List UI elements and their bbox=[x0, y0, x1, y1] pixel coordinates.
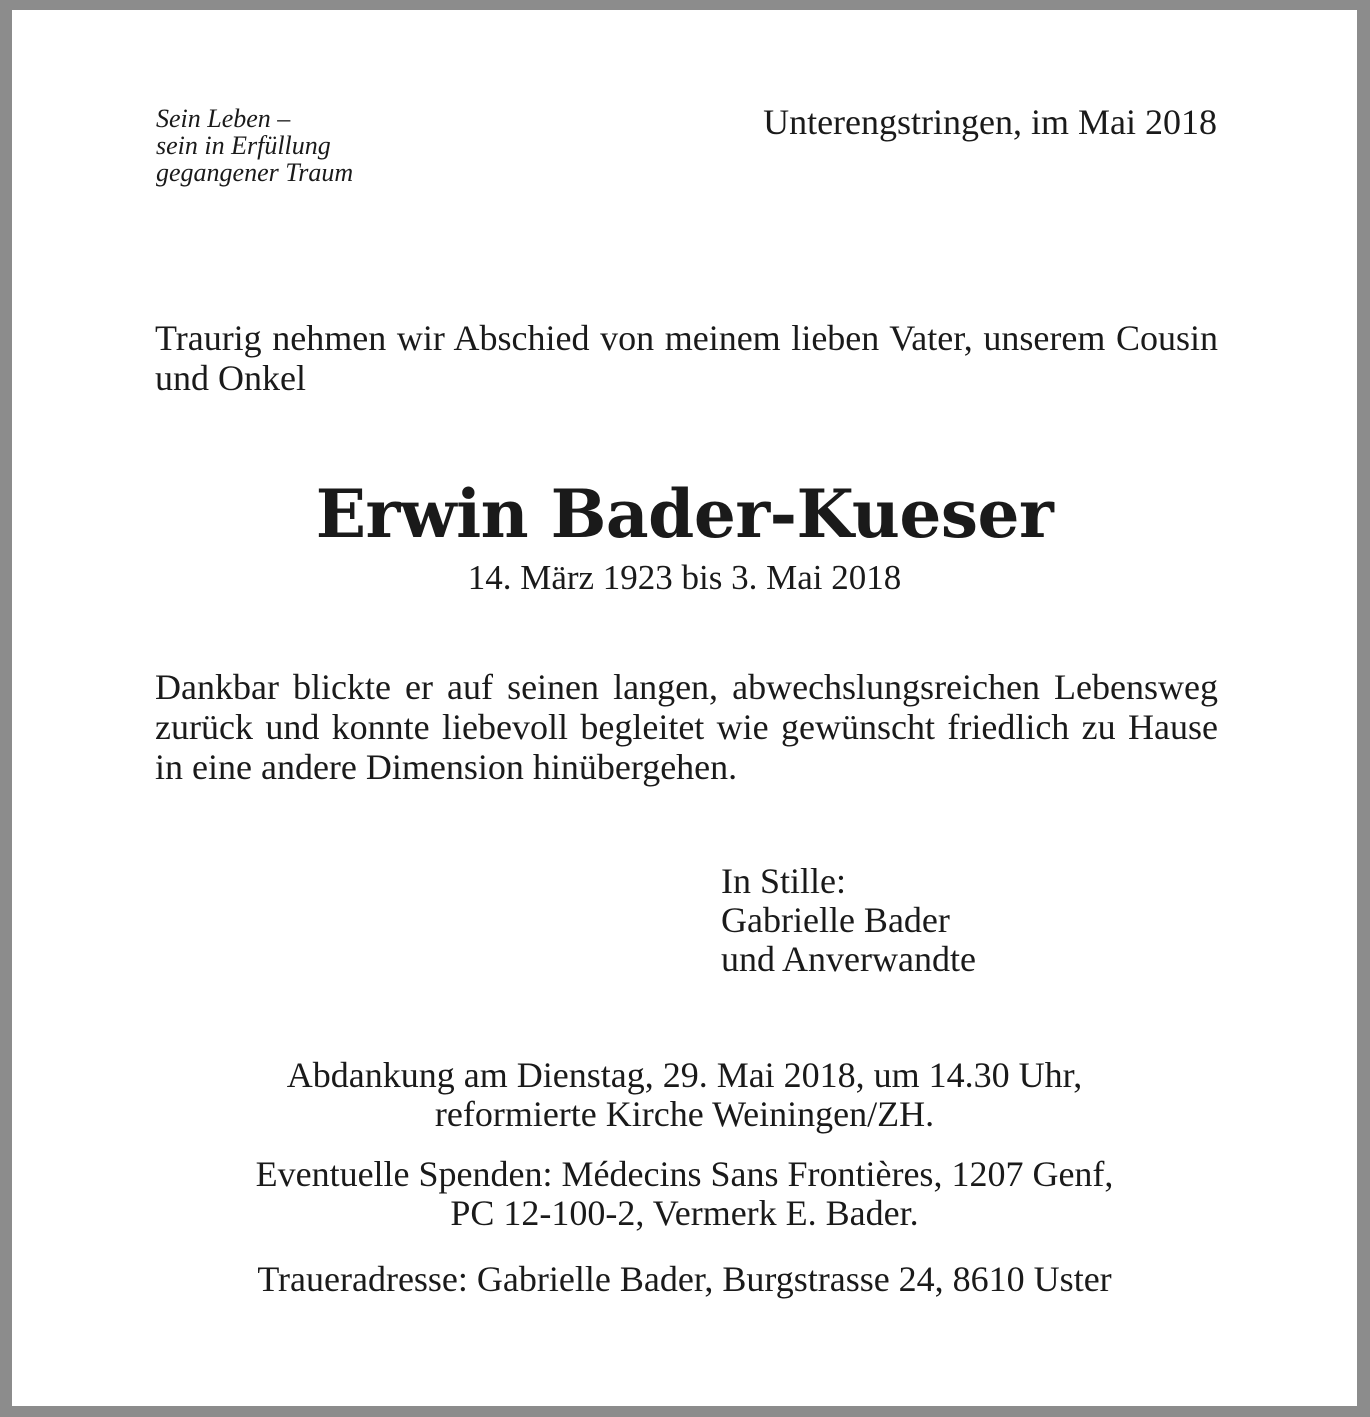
motto-line: gegangener Traum bbox=[156, 158, 354, 187]
lifespan: 14. März 1923 bis 3. Mai 2018 bbox=[467, 558, 902, 597]
donation-info bbox=[12, 1155, 1357, 1233]
mourning-address-line: Traueradresse: Gabrielle Bader, Burgstrasse 24, 8610 Uster bbox=[257, 1259, 1112, 1299]
signature-line: und Anverwandte bbox=[721, 939, 976, 979]
obituary-page bbox=[12, 10, 1357, 1406]
motto-line: Sein Leben – bbox=[156, 104, 291, 133]
place-date: Unterengstringen, im Mai 2018 bbox=[763, 102, 1217, 142]
donation-line: Eventuelle Spenden: Médecins Sans Frontières, 1207 Genf, bbox=[255, 1154, 1114, 1194]
service-line: Abdankung am Dienstag, 29. Mai 2018, um 14.30 Uhr, bbox=[286, 1055, 1083, 1095]
body-text: Dankbar blickte er auf seinen langen, abwechslungsreichen Lebensweg zurück und konnte liebevoll begleitet wie gewünscht friedlich zu Hause in eine andere Dimension hinübergehen. bbox=[155, 667, 1218, 787]
mourning-address bbox=[12, 1260, 1357, 1299]
service-line: reformierte Kirche Weiningen/ZH. bbox=[434, 1094, 935, 1134]
donation-line: PC 12-100-2, Vermerk E. Bader. bbox=[450, 1193, 919, 1233]
signature-line: In Stille: bbox=[721, 861, 846, 901]
signature bbox=[721, 862, 976, 979]
signature-line: Gabrielle Bader bbox=[721, 900, 950, 940]
deceased-name: Erwin Bader-Kueser bbox=[315, 475, 1054, 553]
motto-line: sein in Erfüllung bbox=[156, 131, 331, 160]
motto bbox=[156, 105, 353, 186]
service-info bbox=[12, 1056, 1357, 1134]
intro-text: Traurig nehmen wir Abschied von meinem lieben Vater, unserem Cousin und Onkel bbox=[155, 318, 1218, 398]
